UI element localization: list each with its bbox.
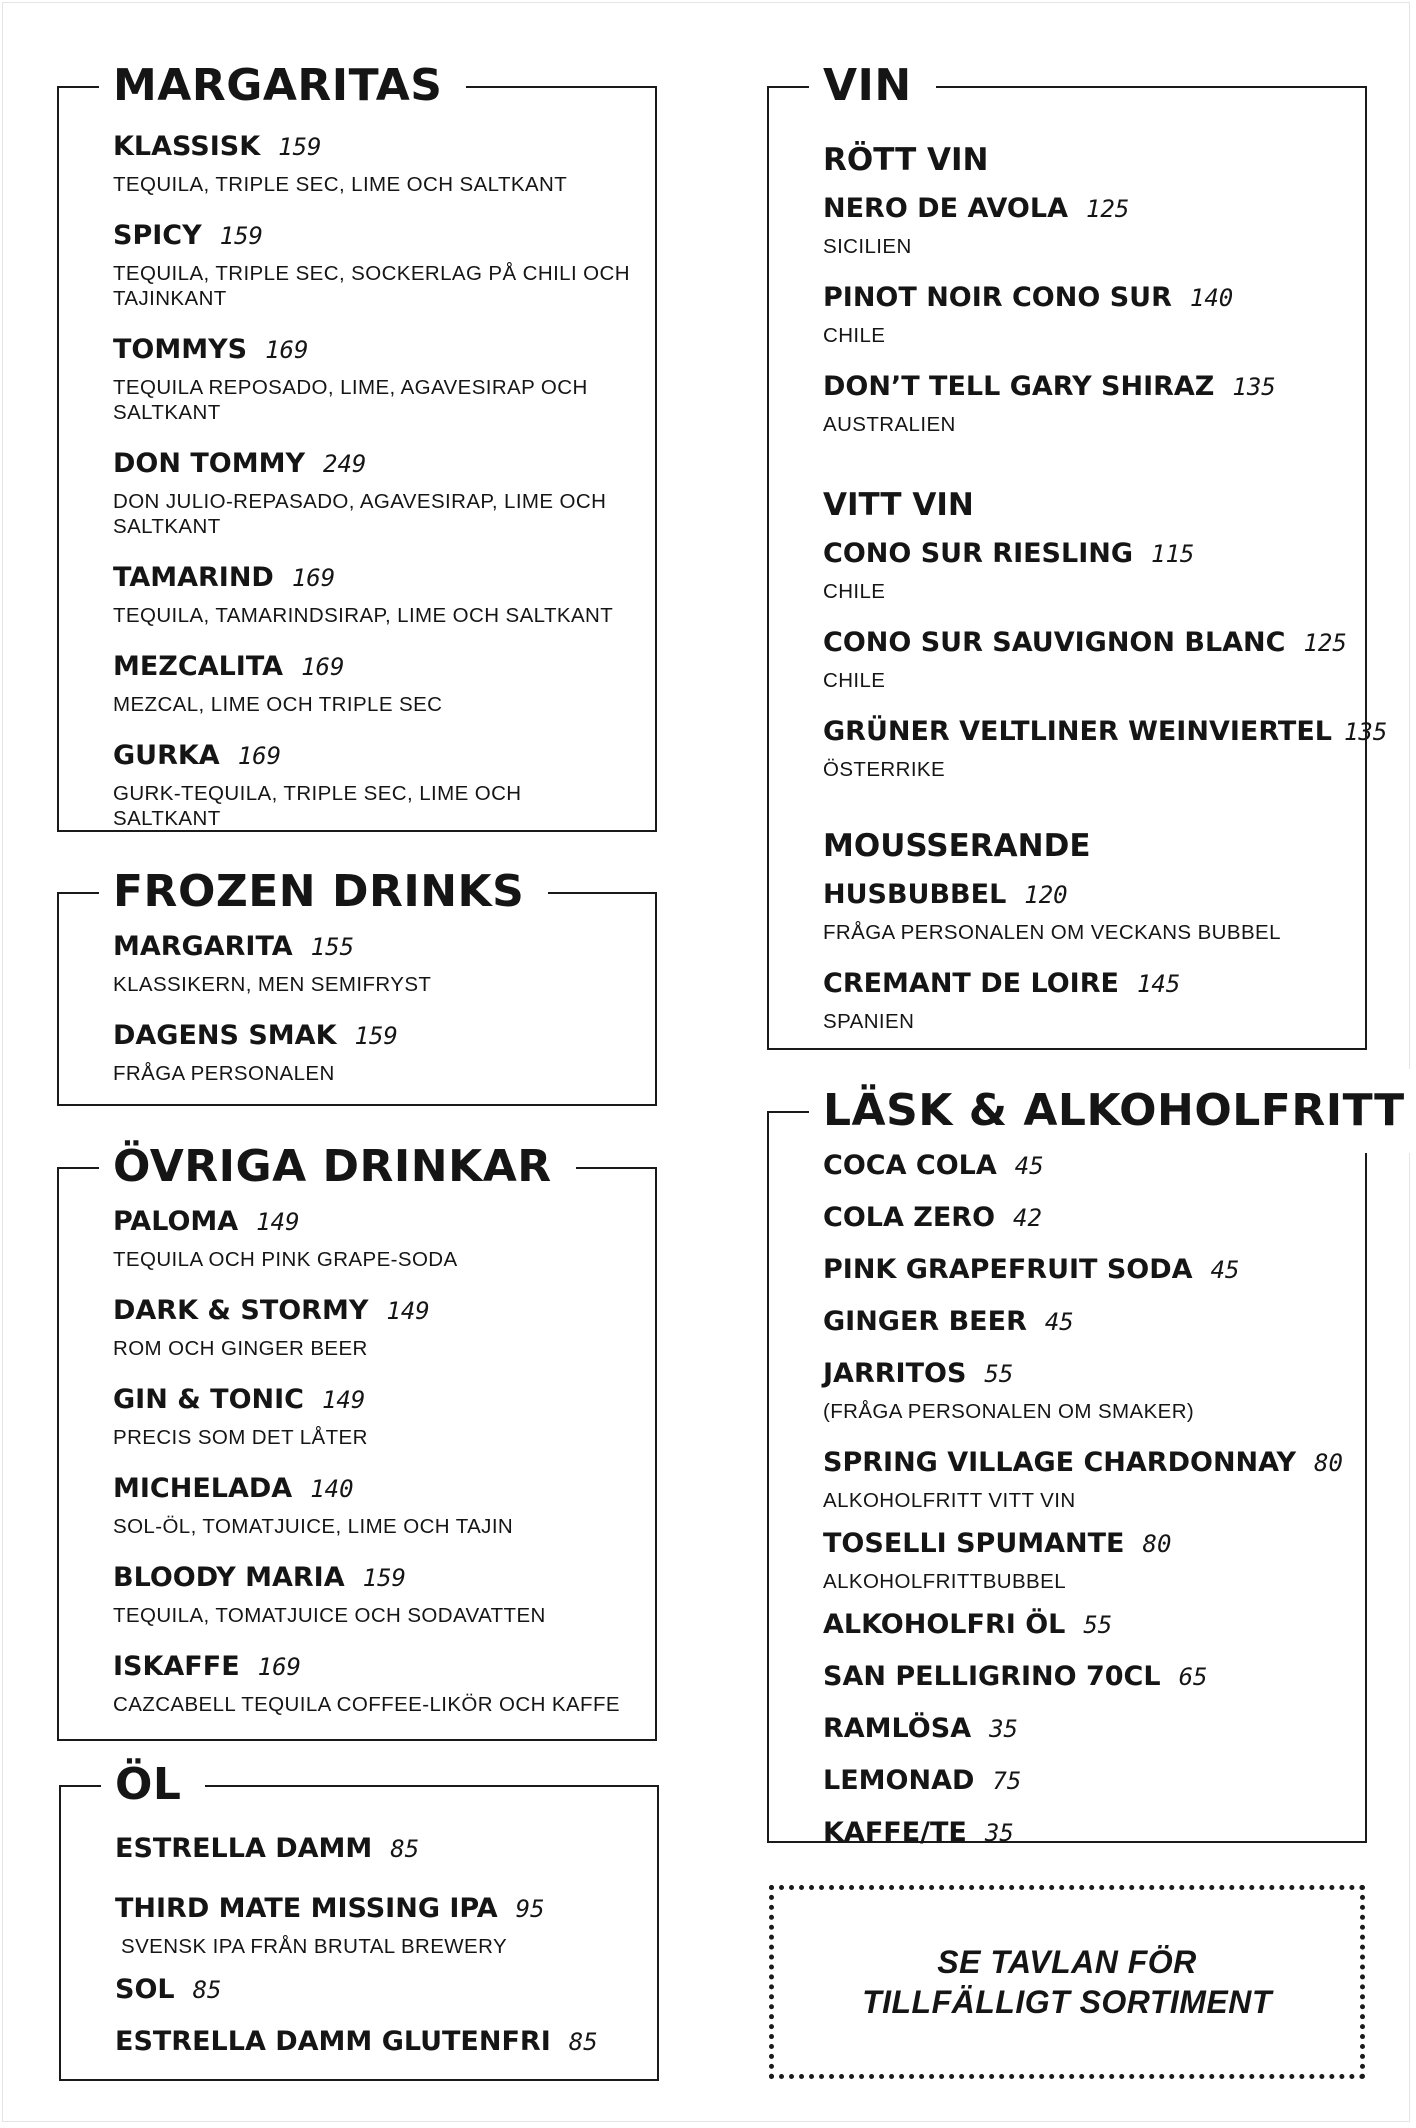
menu-item bbox=[823, 715, 1388, 782]
item-price: 75 bbox=[992, 1767, 1022, 1795]
ol-list bbox=[115, 1832, 637, 2085]
item-name: TOMMYS bbox=[113, 334, 248, 365]
item-description: ÖSTERRIKE bbox=[823, 758, 946, 781]
item-price: 35 bbox=[989, 1715, 1018, 1743]
item-name: CONO SUR RIESLING bbox=[823, 538, 1134, 569]
item-price: 65 bbox=[1178, 1663, 1208, 1691]
margaritas-list bbox=[113, 130, 635, 853]
menu-item bbox=[823, 1764, 1345, 1802]
item-description: SPANIEN bbox=[823, 1010, 915, 1033]
menu-item bbox=[113, 1561, 635, 1628]
section-title: ÖVRIGA DRINKAR bbox=[99, 1125, 576, 1209]
item-description: SOL-ÖL, TOMATJUICE, LIME OCH TAJIN bbox=[113, 1515, 514, 1538]
item-name: SPRING VILLAGE CHARDONNAY bbox=[823, 1447, 1297, 1478]
item-name: TOSELLI SPUMANTE bbox=[823, 1528, 1125, 1559]
item-price: 135 bbox=[1343, 718, 1388, 746]
item-name: RAMLÖSA bbox=[823, 1713, 972, 1744]
item-name: SPICY bbox=[113, 220, 202, 251]
item-description: SICILIEN bbox=[823, 235, 912, 258]
item-description: TEQUILA, TOMATJUICE OCH SODAVATTEN bbox=[113, 1604, 546, 1627]
menu-item bbox=[115, 1892, 637, 1959]
item-price: 159 bbox=[278, 133, 322, 161]
menu-item bbox=[823, 1527, 1345, 1594]
item-name: COCA COLA bbox=[823, 1150, 997, 1181]
item-description: MEZCAL, LIME OCH TRIPLE SEC bbox=[113, 693, 443, 716]
item-description: ROM OCH GINGER BEER bbox=[113, 1337, 368, 1360]
item-name: BLOODY MARIA bbox=[113, 1562, 345, 1593]
menu-item bbox=[113, 1650, 635, 1717]
item-name: MARGARITA bbox=[113, 931, 293, 962]
item-price: 149 bbox=[386, 1297, 430, 1325]
item-price: 135 bbox=[1232, 373, 1276, 401]
item-price: 125 bbox=[1085, 195, 1130, 223]
ovriga-drinkar-section bbox=[57, 1141, 657, 1741]
item-price: 45 bbox=[1014, 1152, 1044, 1180]
item-price: 145 bbox=[1136, 970, 1181, 998]
item-price: 85 bbox=[568, 2028, 598, 2056]
item-price: 159 bbox=[362, 1564, 406, 1592]
item-description: CHILE bbox=[823, 669, 886, 692]
item-description: KLASSIKERN, MEN SEMIFRYST bbox=[113, 973, 432, 996]
menu-item bbox=[113, 739, 635, 831]
item-name: ESTRELLA DAMM bbox=[115, 1833, 373, 1864]
item-description: PRECIS SOM DET LÅTER bbox=[113, 1426, 368, 1449]
item-price: 42 bbox=[1013, 1204, 1042, 1232]
menu-item bbox=[113, 1205, 635, 1272]
item-name: DARK & STORMY bbox=[113, 1295, 369, 1326]
item-price: 169 bbox=[257, 1653, 302, 1681]
item-name: DON’T TELL GARY SHIRAZ bbox=[823, 371, 1215, 402]
menu-item bbox=[113, 561, 635, 628]
menu-item bbox=[823, 1201, 1345, 1239]
menu-item bbox=[823, 1816, 1345, 1854]
item-name: ALKOHOLFRI ÖL bbox=[823, 1609, 1066, 1640]
item-price: 249 bbox=[323, 450, 367, 478]
menu-item bbox=[823, 1608, 1345, 1646]
item-description: ALKOHOLFRITT VITT VIN bbox=[823, 1489, 1076, 1512]
vin-section bbox=[767, 60, 1388, 1050]
item-price: 45 bbox=[1210, 1256, 1240, 1284]
ol-section bbox=[59, 1759, 659, 2081]
item-name: KLASSISK bbox=[113, 131, 261, 162]
section-title: VIN bbox=[809, 44, 936, 128]
item-name: KAFFE/TE bbox=[823, 1817, 967, 1848]
menu-item bbox=[823, 967, 1345, 1034]
menu-sheet bbox=[2, 2, 1410, 2122]
item-name: THIRD MATE MISSING IPA bbox=[115, 1893, 498, 1924]
item-description: FRÅGA PERSONALEN OM VECKANS BUBBEL bbox=[823, 921, 1281, 944]
section-title: LÄSK & ALKOHOLFRITT bbox=[809, 1069, 1416, 1153]
item-price: 169 bbox=[291, 564, 336, 592]
item-price: 95 bbox=[515, 1895, 545, 1923]
item-price: 140 bbox=[1189, 284, 1234, 312]
item-name: COLA ZERO bbox=[823, 1202, 996, 1233]
item-name: DON TOMMY bbox=[113, 448, 306, 479]
menu-item bbox=[113, 1472, 635, 1539]
item-description: TEQUILA OCH PINK GRAPE-SODA bbox=[113, 1248, 458, 1271]
item-description: (FRÅGA PERSONALEN OM SMAKER) bbox=[823, 1400, 1195, 1423]
menu-item bbox=[823, 1712, 1345, 1750]
menu-item bbox=[823, 370, 1345, 437]
menu-item bbox=[113, 1383, 635, 1450]
menu-item bbox=[113, 333, 635, 425]
item-price: 169 bbox=[301, 653, 345, 681]
item-name: CREMANT DE LOIRE bbox=[823, 968, 1119, 999]
item-price: 159 bbox=[219, 222, 264, 250]
margaritas-section bbox=[57, 60, 657, 832]
menu-item bbox=[823, 1660, 1345, 1698]
item-name: GINGER BEER bbox=[823, 1306, 1027, 1337]
menu-item bbox=[823, 878, 1345, 945]
item-name: TAMARIND bbox=[113, 562, 274, 593]
menu-item bbox=[115, 1832, 637, 1870]
item-name: CONO SUR SAUVIGNON BLANC bbox=[823, 627, 1286, 658]
item-price: 159 bbox=[354, 1022, 398, 1050]
item-name: PINOT NOIR CONO SUR bbox=[823, 282, 1172, 313]
item-price: 125 bbox=[1303, 629, 1347, 657]
item-price: 115 bbox=[1151, 540, 1195, 568]
menu-item bbox=[113, 650, 635, 717]
item-description: CAZCABELL TEQUILA COFFEE-LIKÖR OCH KAFFE bbox=[113, 1693, 620, 1716]
item-price: 85 bbox=[192, 1976, 222, 2004]
rott-vin-heading: RÖTT VIN bbox=[823, 142, 989, 178]
item-price: 35 bbox=[984, 1819, 1014, 1847]
item-description: GURK-TEQUILA, TRIPLE SEC, LIME OCH SALTKANT bbox=[113, 782, 522, 830]
item-name: MICHELADA bbox=[113, 1473, 293, 1504]
item-price: 80 bbox=[1314, 1449, 1343, 1477]
menu-item bbox=[113, 130, 635, 197]
item-name: SOL bbox=[115, 1974, 175, 2005]
item-name: MEZCALITA bbox=[113, 651, 284, 682]
note-line-1: SE TAVLAN FÖR bbox=[937, 1944, 1197, 1980]
temporary-selection-note bbox=[769, 1885, 1365, 2079]
item-description: FRÅGA PERSONALEN bbox=[113, 1062, 335, 1085]
menu-item bbox=[823, 192, 1345, 259]
section-title: MARGARITAS bbox=[99, 44, 466, 128]
item-description: TEQUILA, TAMARINDSIRAP, LIME OCH SALTKANT bbox=[113, 604, 614, 627]
menu-item bbox=[823, 626, 1345, 693]
vitt-vin-heading: VITT VIN bbox=[823, 487, 974, 523]
item-description: ALKOHOLFRITTBUBBEL bbox=[823, 1570, 1067, 1593]
item-name: JARRITOS bbox=[823, 1358, 967, 1389]
item-description: TEQUILA, TRIPLE SEC, LIME OCH SALTKANT bbox=[113, 173, 568, 196]
item-description: TEQUILA, TRIPLE SEC, SOCKERLAG PÅ CHILI OCH TAJINKANT bbox=[113, 262, 630, 310]
menu-item bbox=[823, 1446, 1345, 1513]
item-price: 149 bbox=[321, 1386, 366, 1414]
menu-item bbox=[823, 1253, 1345, 1291]
item-name: ESTRELLA DAMM GLUTENFRI bbox=[115, 2026, 551, 2057]
menu-item bbox=[113, 447, 635, 539]
menu-item bbox=[113, 219, 635, 311]
menu-item bbox=[823, 537, 1345, 604]
item-description: TEQUILA REPOSADO, LIME, AGAVESIRAP OCH SALTKANT bbox=[113, 376, 588, 424]
note-line-2: TILLFÄLLIGT SORTIMENT bbox=[862, 1984, 1272, 2020]
item-name: GIN & TONIC bbox=[113, 1384, 304, 1415]
item-name: HUSBUBBEL bbox=[823, 879, 1007, 910]
item-description: AUSTRALIEN bbox=[823, 413, 956, 436]
menu-item bbox=[823, 1149, 1345, 1187]
menu-item bbox=[823, 1305, 1345, 1343]
menu-item bbox=[823, 1357, 1345, 1424]
item-price: 55 bbox=[984, 1360, 1014, 1388]
section-title: ÖL bbox=[101, 1743, 205, 1827]
frozen-drinks-section bbox=[57, 866, 657, 1106]
item-price: 169 bbox=[265, 336, 309, 364]
item-description: DON JULIO-REPASADO, AGAVESIRAP, LIME OCH SALTKANT bbox=[113, 490, 607, 538]
item-price: 149 bbox=[256, 1208, 300, 1236]
item-name: GURKA bbox=[113, 740, 220, 771]
menu-item bbox=[113, 1294, 635, 1361]
item-price: 140 bbox=[310, 1475, 354, 1503]
item-name: DAGENS SMAK bbox=[113, 1020, 337, 1051]
item-price: 55 bbox=[1083, 1611, 1113, 1639]
ovriga-list bbox=[113, 1205, 635, 1739]
item-name: NERO DE AVOLA bbox=[823, 193, 1068, 224]
item-price: 80 bbox=[1142, 1530, 1172, 1558]
mousserande-heading: MOUSSERANDE bbox=[823, 828, 1091, 864]
item-price: 120 bbox=[1024, 881, 1068, 909]
item-name: SAN PELLIGRINO 70CL bbox=[823, 1661, 1161, 1692]
item-name: ISKAFFE bbox=[113, 1651, 240, 1682]
lask-section bbox=[767, 1085, 1405, 1848]
item-price: 169 bbox=[237, 742, 282, 770]
item-description: SVENSK IPA FRÅN BRUTAL BREWERY bbox=[121, 1935, 508, 1958]
item-price: 45 bbox=[1044, 1308, 1074, 1336]
section-title: FROZEN DRINKS bbox=[99, 850, 548, 934]
lask-list bbox=[823, 1149, 1345, 1868]
item-name: LEMONAD bbox=[823, 1765, 975, 1796]
menu-item bbox=[823, 281, 1345, 348]
item-name: PINK GRAPEFRUIT SODA bbox=[823, 1254, 1193, 1285]
menu-item bbox=[115, 1973, 637, 2011]
item-name: PALOMA bbox=[113, 1206, 239, 1237]
vin-list bbox=[823, 140, 1388, 1056]
menu-item bbox=[115, 2025, 637, 2063]
frozen-list bbox=[113, 930, 635, 1108]
menu-item bbox=[113, 1019, 635, 1086]
item-price: 85 bbox=[390, 1835, 420, 1863]
item-price: 155 bbox=[310, 933, 355, 961]
menu-item bbox=[113, 930, 635, 997]
item-name: GRÜNER VELTLINER WEINVIERTEL bbox=[823, 716, 1332, 747]
item-description: CHILE bbox=[823, 324, 886, 347]
item-description: CHILE bbox=[823, 580, 886, 603]
